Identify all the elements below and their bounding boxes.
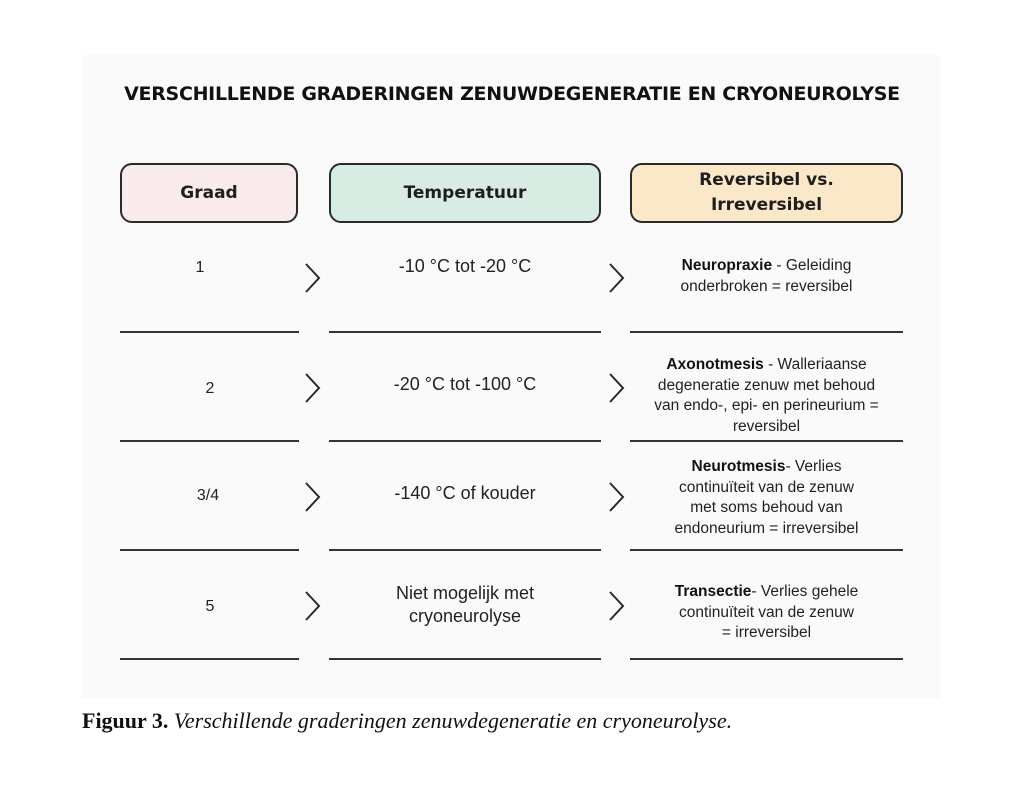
row-4-desc-line: continuïteit van de zenuw [679, 603, 854, 621]
header-temperature-label: Temperatuur [403, 182, 527, 203]
row-1-desc-line: onderbroken = reversibel [680, 277, 853, 295]
row-4-desc-line: = irreversibel [721, 624, 812, 641]
row-3-temperature-line: -140 °C of kouder [394, 483, 536, 503]
row-2-desc-line: - Walleriaanse [763, 356, 867, 373]
row-3-desc-line: endoneurium = irreversibel [674, 519, 859, 537]
chevron-right-icon [303, 262, 323, 294]
row-3-description [630, 457, 903, 539]
header-temperature [329, 163, 601, 223]
header-reversibility [630, 163, 903, 223]
chevron-right-icon [303, 590, 323, 622]
header-grade [120, 163, 298, 223]
row-3-term: Neurotmesis [691, 458, 786, 475]
row-divider [120, 440, 299, 442]
caption-label: Figuur 3. [82, 708, 169, 733]
row-3-desc-line: met soms behoud van [690, 499, 843, 516]
row-3-desc-line: continuïteit van de zenuw [679, 478, 854, 496]
row-1-description [630, 256, 903, 297]
row-1-desc-line: - Geleiding [772, 257, 852, 274]
row-4-desc-line: - Verlies gehele [751, 583, 859, 600]
row-3-grade: 3/4 [196, 487, 220, 504]
chevron-right-icon [607, 262, 627, 294]
figure-title: VERSCHILLENDE GRADERINGEN ZENUWDEGENERATIE EN CRYONEUROLYSE [124, 83, 900, 105]
header-grade-label: Graad [180, 182, 238, 203]
row-1-term: Neuropraxie [681, 257, 773, 274]
chevron-right-icon [303, 372, 323, 404]
row-divider [630, 440, 903, 442]
row-divider [329, 440, 601, 442]
row-2-term: Axonotmesis [666, 356, 764, 373]
chevron-right-icon [607, 481, 627, 513]
row-2-desc-line: reversibel [732, 417, 801, 435]
row-2-grade: 2 [205, 380, 215, 397]
row-4-description [630, 582, 903, 644]
row-2-description [630, 355, 903, 437]
row-divider [329, 549, 601, 551]
row-divider [630, 658, 903, 660]
row-4-temperature-line: Niet mogelijk met [395, 583, 535, 603]
row-2-desc-line: van endo-, epi- en perineurium = [654, 397, 879, 414]
header-reversibility-label [699, 168, 834, 218]
caption-text: Verschillende graderingen zenuwdegeneratie en cryoneurolyse. [173, 708, 733, 733]
row-1-grade: 1 [195, 259, 205, 276]
row-3-temperature [329, 482, 601, 505]
figure-caption [82, 708, 732, 734]
header-reversibility-line1: Reversibel vs. [699, 170, 834, 190]
row-4-grade: 5 [205, 598, 215, 615]
row-4-temperature-line: cryoneurolyse [408, 606, 522, 626]
row-2-temperature [329, 373, 601, 396]
row-divider [120, 331, 299, 333]
row-3-desc-line: - Verlies [785, 458, 842, 475]
row-divider [120, 658, 299, 660]
row-4-term: Transectie [674, 583, 752, 600]
row-divider [630, 549, 903, 551]
row-2-temperature-line: -20 °C tot -100 °C [393, 374, 537, 394]
row-divider [120, 549, 299, 551]
row-divider [329, 658, 601, 660]
row-1-temperature-line: -10 °C tot -20 °C [398, 256, 532, 276]
row-divider [329, 331, 601, 333]
chevron-right-icon [303, 481, 323, 513]
row-1-temperature [329, 255, 601, 278]
chevron-right-icon [607, 590, 627, 622]
row-divider [630, 331, 903, 333]
header-reversibility-line2: Irreversibel [710, 195, 823, 215]
chevron-right-icon [607, 372, 627, 404]
row-2-desc-line: degeneratie zenuw met behoud [657, 376, 876, 394]
row-4-temperature [329, 582, 601, 628]
